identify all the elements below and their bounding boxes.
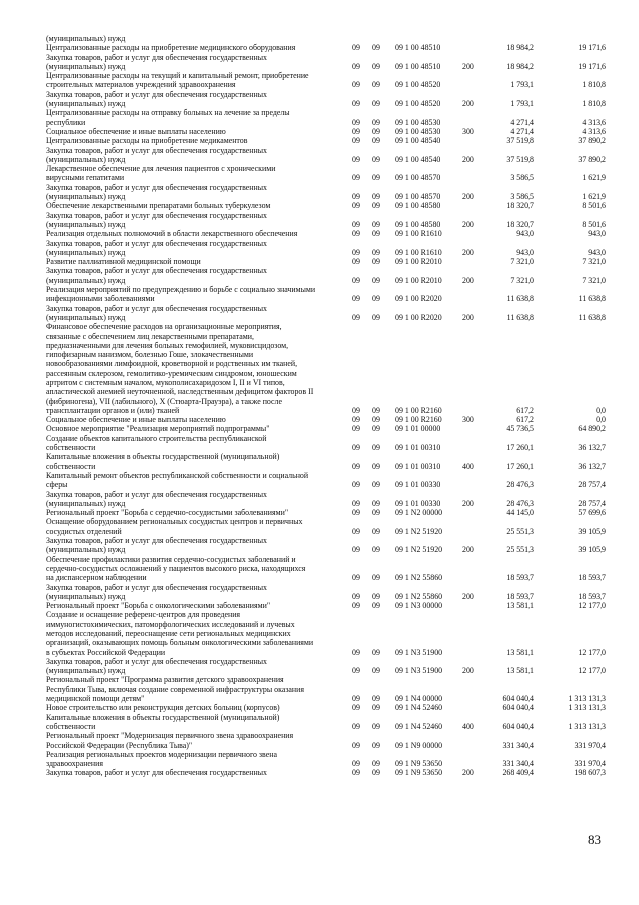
table-row [46,536,606,555]
table-row [46,601,606,610]
amount-year-2: 943,0 [588,247,606,257]
target-article-code: 09 1 N9 00000 [395,740,443,750]
row-name: Централизованные расходы на отправку больных на лечение за пределы республики [46,108,290,127]
row-name: Капитальные вложения в объекты государственной (муниципальной) собственности [46,452,280,471]
row-name: Закупка товаров, работ и услуг для обеспечения государственных (муниципальных) нужд [46,489,267,508]
section-code: 09 [352,201,360,211]
subsection-code: 09 [372,443,380,453]
amount-year-2: 39 105,9 [578,545,606,555]
amount-year-1: 604 040,4 [502,694,534,704]
table-row [46,266,606,285]
row-name: Лекарственное обеспечение для лечения пациентов с хроническими вирусными гепатитами [46,164,276,183]
target-article-code: 09 1 N2 55860 [395,591,443,601]
subsection-code: 09 [372,61,380,71]
amount-year-1: 28 476,3 [506,480,534,490]
section-code: 09 [352,126,360,136]
target-article-code: 09 1 N2 51920 [395,526,443,536]
subsection-code: 09 [372,229,380,239]
section-code: 09 [352,192,360,202]
amount-year-1: 943,0 [516,247,534,257]
amount-year-1: 331 340,4 [502,740,534,750]
target-article-code: 09 1 00 R1610 [395,229,442,239]
target-article-code: 09 1 N3 51900 [395,666,443,676]
section-code: 09 [352,740,360,750]
table-row [46,257,606,266]
amount-year-2: 36 132,7 [578,461,606,471]
section-code: 09 [352,257,360,267]
table-row [46,471,606,490]
subsection-code: 09 [372,573,380,583]
expense-type-code: 200 [462,312,474,322]
expense-type-code: 200 [462,591,474,601]
table-row [46,424,606,433]
section-code: 09 [352,601,360,611]
subsection-code: 09 [372,424,380,434]
expense-type-code: 300 [462,415,474,425]
target-article-code: 09 1 01 00310 [395,443,441,453]
amount-year-1: 4 271,4 [510,126,534,136]
table-row [46,490,606,509]
section-code: 09 [352,694,360,704]
target-article-code: 09 1 00 R2010 [395,257,442,267]
amount-year-1: 617,2 [516,415,534,425]
target-article-code: 09 1 N4 00000 [395,694,443,704]
table-row [46,285,606,304]
section-code: 09 [352,99,360,109]
section-code: 09 [352,275,360,285]
expense-type-code: 400 [462,461,474,471]
amount-year-1: 11 638,8 [506,294,534,304]
row-name: Реализация мероприятий по предупреждению и борьбе с социально значимыми инфекционными заболеваниями [46,285,316,304]
row-name: Обеспечение профилактики развития сердечно-сосудистых заболеваний и сердечно-сосудистых осложнений у пациентов высокого риска, находящихся на диспансерном наблюдении [46,554,306,583]
subsection-code: 09 [372,768,380,778]
table-row [46,201,606,210]
target-article-code: 09 1 N9 53650 [395,759,443,769]
subsection-code: 09 [372,201,380,211]
amount-year-1: 4 271,4 [510,117,534,127]
page-number: 83 [588,832,601,847]
target-article-code: 09 1 00 48510 [395,43,441,53]
target-article-code: 09 1 01 00310 [395,461,441,471]
table-row [46,452,606,471]
target-article-code: 09 1 00 48570 [395,173,441,183]
section-code: 09 [352,424,360,434]
amount-year-2: 12 177,0 [578,666,606,676]
table-row [46,583,606,602]
target-article-code: 09 1 00 R2160 [395,415,442,425]
row-name: Основное мероприятие "Реализация мероприятий подпрограммы" [46,424,270,434]
amount-year-2: 4 313,6 [582,117,606,127]
target-article-code: 09 1 N4 52460 [395,721,443,731]
target-article-code: 09 1 00 48540 [395,136,441,146]
amount-year-1: 617,2 [516,405,534,415]
table-row [46,750,606,769]
amount-year-2: 1 313 131,3 [568,694,606,704]
section-code: 09 [352,415,360,425]
table-row [46,415,606,424]
table-row [46,517,606,536]
subsection-code: 09 [372,136,380,146]
amount-year-2: 1 313 131,3 [568,721,606,731]
row-name: Закупка товаров, работ и услуг для обеспечения государственных (муниципальных) нужд [46,238,267,257]
amount-year-2: 943,0 [588,229,606,239]
target-article-code: 09 1 00 48520 [395,99,441,109]
amount-year-1: 268 409,4 [502,768,534,778]
table-row [46,555,606,583]
section-code: 09 [352,443,360,453]
amount-year-1: 18 593,7 [506,591,534,601]
target-article-code: 09 1 N4 52460 [395,703,443,713]
target-article-code: 09 1 01 00330 [395,480,441,490]
target-article-code: 09 1 00 48530 [395,117,441,127]
row-name: Создание объектов капитального строительства республиканской собственности [46,433,267,453]
target-article-code: 09 1 00 48530 [395,126,441,136]
amount-year-2: 18 593,7 [578,591,606,601]
table-row [46,127,606,136]
section-code: 09 [352,80,360,90]
row-name: Централизованные расходы на текущий и капитальный ремонт, приобретение строительных материалов учреждений здравоохранения [46,71,309,90]
subsection-code: 09 [372,294,380,304]
table-row [46,164,606,183]
row-name: Региональный проект "Борьба с сердечно-сосудистыми заболеваниями" [46,508,289,518]
section-code: 09 [352,703,360,713]
section-code: 09 [352,312,360,322]
row-name: Развитие паллиативной медицинской помощи [46,257,201,267]
amount-year-2: 0,0 [596,405,606,415]
subsection-code: 09 [372,117,380,127]
section-code: 09 [352,480,360,490]
row-name: Финансовое обеспечение расходов на организационные мероприятия, связанные с обеспечением лиц лекарственными препаратами, предназначенными для лечения больных гемофилией, муковисцидозом, гипофизарным нанизмом, болезнью Гоше, злокачественными новообразованиями лимфоидной, кроветворной и родственных им тканей, рассеянным склерозом, гемолитико-уремическим синдромом, юношеским артритом с системным началом, мукополисахаридозом I, II и VI типов, апластической анемией неуточненной, наследственным дефицитом факторов II (фибриногена), VII (лабильного), X (Стюарта-Прауэра), а также после трансплантации органов и (или) тканей [46,322,314,415]
table-row [46,508,606,517]
expense-type-code: 200 [462,192,474,202]
amount-year-1: 18 984,2 [506,61,534,71]
amount-year-1: 44 145,0 [506,508,534,518]
subsection-code: 09 [372,275,380,285]
target-article-code: 09 1 00 R2160 [395,405,442,415]
amount-year-2: 1 621,9 [582,192,606,202]
target-article-code: 09 1 00 R1610 [395,247,442,257]
amount-year-2: 36 132,7 [578,443,606,453]
row-name: Создание и оснащение референс-центров для проведения иммуногистохимических, патоморфологических исследований и лучевых методов исследований, переоснащение сети региональных медицинских организаций, оказывающих помощь больным онкологическими заболеваниями в субъектах Российской Федерации [46,610,314,657]
amount-year-1: 1 793,1 [510,80,534,90]
amount-year-2: 18 593,7 [578,573,606,583]
table-row [46,713,606,732]
amount-year-1: 3 586,5 [510,173,534,183]
amount-year-1: 3 586,5 [510,192,534,202]
amount-year-2: 0,0 [596,415,606,425]
row-name: Закупка товаров, работ и услуг для обеспечения государственных (муниципальных) нужд [46,656,267,676]
amount-year-1: 13 581,1 [506,601,534,611]
subsection-code: 09 [372,405,380,415]
section-code: 09 [352,154,360,164]
row-name: Закупка товаров, работ и услуг для обеспечения государственных (муниципальных) нужд [46,210,267,229]
expense-type-code: 200 [462,768,474,778]
table-row [46,322,606,415]
row-name: Закупка товаров, работ и услуг для обеспечения государственных (муниципальных) нужд [46,145,267,164]
amount-year-2: 28 757,4 [578,498,606,508]
target-article-code: 09 1 00 48580 [395,201,441,211]
expense-type-code: 200 [462,275,474,285]
row-name: Закупка товаров, работ и услуг для обеспечения государственных [46,768,267,778]
amount-year-1: 28 476,3 [506,498,534,508]
amount-year-2: 198 607,3 [574,768,606,778]
subsection-code: 09 [372,526,380,536]
subsection-code: 09 [372,740,380,750]
target-article-code: 09 1 N3 51900 [395,647,443,657]
row-name: Закупка товаров, работ и услуг для обеспечения государственных (муниципальных) нужд [46,89,267,109]
section-code: 09 [352,591,360,601]
amount-year-1: 943,0 [516,229,534,239]
section-code: 09 [352,721,360,731]
subsection-code: 09 [372,480,380,490]
section-code: 09 [352,768,360,778]
amount-year-1: 17 260,1 [506,461,534,471]
target-article-code: 09 1 01 00330 [395,498,441,508]
subsection-code: 09 [372,99,380,109]
amount-year-1: 7 321,0 [510,257,534,267]
amount-year-2: 7 321,0 [582,257,606,267]
row-name: Региональный проект "Борьба с онкологическими заболеваниями" [46,601,271,611]
amount-year-2: 37 890,2 [578,154,606,164]
section-code: 09 [352,219,360,229]
subsection-code: 09 [372,666,380,676]
subsection-code: 09 [372,591,380,601]
section-code: 09 [352,573,360,583]
section-code: 09 [352,117,360,127]
row-name: Оснащение оборудованием региональных сосудистых центров и первичных сосудистых отделений [46,517,303,536]
expense-type-code: 200 [462,154,474,164]
amount-year-2: 37 890,2 [578,136,606,146]
table-row [46,434,606,453]
expense-type-code: 200 [462,498,474,508]
subsection-code: 09 [372,247,380,257]
amount-year-1: 604 040,4 [502,703,534,713]
subsection-code: 09 [372,545,380,555]
section-code: 09 [352,61,360,71]
expense-type-code: 200 [462,666,474,676]
row-name: Закупка товаров, работ и услуг для обеспечения государственных (муниципальных) нужд [46,582,267,601]
amount-year-1: 25 551,3 [506,526,534,536]
expense-type-code: 200 [462,61,474,71]
target-article-code: 09 1 N9 53650 [395,768,443,778]
target-article-code: 09 1 00 48540 [395,154,441,164]
table-row [46,71,606,90]
table-row [46,304,606,323]
section-code: 09 [352,173,360,183]
table-row [46,34,606,43]
target-article-code: 09 1 N3 00000 [395,601,443,611]
amount-year-2: 28 757,4 [578,480,606,490]
table-row [46,239,606,258]
amount-year-1: 7 321,0 [510,275,534,285]
table-row [46,675,606,703]
table-row [46,229,606,238]
table-row [46,43,606,52]
subsection-code: 09 [372,192,380,202]
section-code: 09 [352,508,360,518]
row-name: (муниципальных) нужд [46,34,126,43]
target-article-code: 09 1 00 48580 [395,219,441,229]
row-name: Капитальный ремонт объектов республиканской собственности и социальной сферы [46,470,309,490]
amount-year-1: 11 638,8 [506,312,534,322]
expense-type-code: 400 [462,721,474,731]
expense-type-code: 200 [462,219,474,229]
row-name: Капитальные вложения в объекты государственной (муниципальной) собственности [46,712,280,731]
amount-year-1: 18 320,7 [506,201,534,211]
target-article-code: 09 1 00 48520 [395,80,441,90]
row-name: Обеспечение лекарственными препаратами больных туберкулезом [46,201,271,211]
section-code: 09 [352,759,360,769]
amount-year-1: 331 340,4 [502,759,534,769]
budget-table [46,34,606,778]
row-name: Закупка товаров, работ и услуг для обеспечения государственных (муниципальных) нужд [46,52,267,71]
amount-year-2: 1 621,9 [582,173,606,183]
row-name: Закупка товаров, работ и услуг для обеспечения государственных (муниципальных) нужд [46,536,267,555]
target-article-code: 09 1 01 00000 [395,424,441,434]
amount-year-1: 37 519,8 [506,136,534,146]
amount-year-2: 11 638,8 [578,312,606,322]
amount-year-1: 25 551,3 [506,545,534,555]
subsection-code: 09 [372,703,380,713]
section-code: 09 [352,461,360,471]
table-row [46,703,606,712]
section-code: 09 [352,647,360,657]
subsection-code: 09 [372,694,380,704]
amount-year-1: 37 519,8 [506,154,534,164]
amount-year-1: 17 260,1 [506,443,534,453]
section-code: 09 [352,666,360,676]
amount-year-1: 18 320,7 [506,219,534,229]
subsection-code: 09 [372,721,380,731]
amount-year-2: 1 810,8 [582,80,606,90]
expense-type-code: 200 [462,545,474,555]
target-article-code: 09 1 N2 51920 [395,545,443,555]
table-row [46,211,606,230]
subsection-code: 09 [372,154,380,164]
amount-year-2: 12 177,0 [578,647,606,657]
subsection-code: 09 [372,312,380,322]
row-name: Региональный проект "Модернизация первичного звена здравоохранения Российской Федерации (Республика Тыва)" [46,731,294,750]
table-row [46,768,606,777]
row-name: Социальное обеспечение и иные выплаты населению [46,126,226,136]
section-code: 09 [352,294,360,304]
amount-year-2: 39 105,9 [578,526,606,536]
target-article-code: 09 1 N2 55860 [395,573,443,583]
expense-type-code: 200 [462,247,474,257]
amount-year-1: 18 593,7 [506,573,534,583]
amount-year-1: 1 793,1 [510,99,534,109]
row-name: Региональный проект "Программа развития детского здравоохранения Республики Тыва, включая создание современной инфраструктуры оказания медицинской помощи детям" [46,675,305,704]
subsection-code: 09 [372,219,380,229]
target-article-code: 09 1 00 48570 [395,192,441,202]
amount-year-2: 1 313 131,3 [568,703,606,713]
table-row [46,610,606,656]
expense-type-code: 300 [462,126,474,136]
row-name: Реализация региональных проектов модернизации первичного звена здравоохранения [46,749,277,769]
amount-year-2: 11 638,8 [578,294,606,304]
amount-year-1: 604 040,4 [502,721,534,731]
table-row [46,146,606,165]
subsection-code: 09 [372,498,380,508]
amount-year-1: 18 984,2 [506,43,534,53]
amount-year-2: 7 321,0 [582,275,606,285]
section-code: 09 [352,136,360,146]
row-name: Централизованные расходы на приобретение медицинского оборудования [46,43,296,53]
amount-year-1: 13 581,1 [506,666,534,676]
subsection-code: 09 [372,601,380,611]
target-article-code: 09 1 00 R2010 [395,275,442,285]
row-name: Закупка товаров, работ и услуг для обеспечения государственных (муниципальных) нужд [46,266,267,285]
row-name: Новое строительство или реконструкция детских больниц (корпусов) [46,703,280,713]
amount-year-2: 57 699,6 [578,508,606,518]
table-row [46,657,606,676]
row-name: Централизованные расходы на приобретение медикаментов [46,136,248,146]
table-row [46,731,606,750]
amount-year-2: 19 171,6 [578,43,606,53]
section-code: 09 [352,526,360,536]
table-row [46,53,606,72]
target-article-code: 09 1 00 48510 [395,61,441,71]
section-code: 09 [352,247,360,257]
expense-type-code: 200 [462,99,474,109]
section-code: 09 [352,229,360,239]
subsection-code: 09 [372,647,380,657]
amount-year-1: 45 736,5 [506,424,534,434]
subsection-code: 09 [372,415,380,425]
amount-year-2: 8 501,6 [582,219,606,229]
amount-year-2: 331 970,4 [574,740,606,750]
amount-year-2: 1 810,8 [582,99,606,109]
row-name: Закупка товаров, работ и услуг для обеспечения государственных (муниципальных) нужд [46,182,267,202]
table-row [46,108,606,127]
amount-year-2: 8 501,6 [582,201,606,211]
amount-year-2: 4 313,6 [582,126,606,136]
row-name: Закупка товаров, работ и услуг для обеспечения государственных (муниципальных) нужд [46,303,267,322]
subsection-code: 09 [372,461,380,471]
amount-year-1: 13 581,1 [506,647,534,657]
amount-year-2: 12 177,0 [578,601,606,611]
table-row [46,136,606,145]
subsection-code: 09 [372,508,380,518]
subsection-code: 09 [372,80,380,90]
subsection-code: 09 [372,257,380,267]
section-code: 09 [352,405,360,415]
subsection-code: 09 [372,173,380,183]
target-article-code: 09 1 00 R2020 [395,312,442,322]
subsection-code: 09 [372,759,380,769]
amount-year-2: 19 171,6 [578,61,606,71]
section-code: 09 [352,545,360,555]
amount-year-2: 64 890,2 [578,424,606,434]
target-article-code: 09 1 00 R2020 [395,294,442,304]
row-name: Социальное обеспечение и иные выплаты населению [46,415,226,425]
target-article-code: 09 1 N2 00000 [395,508,443,518]
subsection-code: 09 [372,43,380,53]
table-row [46,183,606,202]
amount-year-2: 331 970,4 [574,759,606,769]
section-code: 09 [352,498,360,508]
subsection-code: 09 [372,126,380,136]
table-row [46,90,606,109]
section-code: 09 [352,43,360,53]
row-name: Реализация отдельных полномочий в области лекарственного обеспечения [46,229,298,239]
